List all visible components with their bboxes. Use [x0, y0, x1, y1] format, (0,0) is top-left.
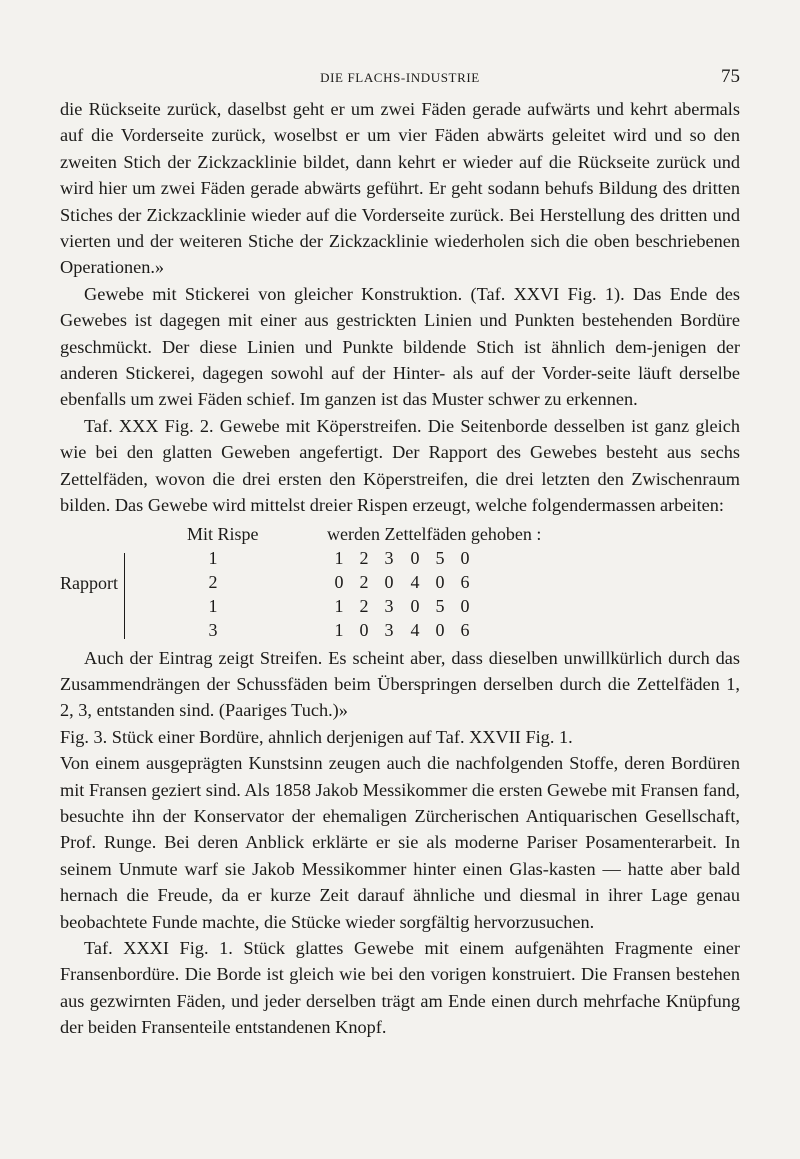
rapport-value-cell: 3: [384, 595, 394, 616]
rapport-value-cell: 0: [460, 595, 470, 616]
paragraph-fig3: Fig. 3. Stück einer Bordüre, ahnlich derjenigen auf Taf. XXVII Fig. 1.: [60, 726, 573, 747]
rapport-row: [60, 593, 740, 617]
rapport-rispe-cell: 1: [208, 547, 218, 568]
rapport-value-cell: 4: [410, 619, 420, 640]
paragraph-fransen: Von einem ausgeprägten Kunstsinn zeugen auch die nachfolgenden Stoffe, deren Bordüren mit Fransen geziert sind. Als 1858 Jakob Messikommer die ersten Gewebe mit Fransen fand, besuchte ihn der Konservator der ehemaligen Zürcherischen Antiquarischen Gesellschaft, Prof. Runge. Bei deren Anblick erklärte er sie als moderne Pariser Posamenterarbeit. In seinem Unmute warf sie Jakob Messikommer hinter einen Glas-kasten — hatte aber bald hernach die Freude, da er kurze Zeit darauf ähnliche und diesmal in ihrer Lage genau beobachtete Funde machte, die Stücke wieder sorgfältig hervorzusuchen.: [60, 753, 740, 932]
page-number: 75: [721, 66, 740, 87]
rapport-side-label: Rapport: [60, 572, 118, 593]
rapport-value-cell: 5: [435, 595, 445, 616]
rapport-value-cell: 0: [359, 619, 369, 640]
rapport-col-header-rispe: Mit Rispe: [187, 523, 259, 544]
rapport-rispe-cell: 2: [208, 571, 218, 592]
rapport-table: [60, 521, 740, 645]
rapport-col-header-zettelfaeden: werden Zettelfäden gehoben :: [327, 523, 542, 544]
paragraph-taf31: Taf. XXXI Fig. 1. Stück glattes Gewebe mit einem aufgenähten Fragmente einer Fransenbordüre. Die Borde ist gleich wie bei den vorigen konstruiert. Die Fransen bestehen aus gezwirnten Fäden, und jeder derselben trägt am Ende einen durch mehrfache Knüpfung der beiden Fransenteile entstandenen Knopf.: [60, 937, 740, 1038]
rapport-value-cell: 6: [460, 571, 470, 592]
rapport-value-cell: 1: [334, 595, 344, 616]
rapport-value-cell: 0: [410, 547, 420, 568]
rapport-value-cell: 2: [359, 595, 369, 616]
rapport-value-cell: 2: [359, 571, 369, 592]
rapport-rispe-cell: 1: [208, 595, 218, 616]
rapport-value-cell: 2: [359, 547, 369, 568]
paragraph-eintrag: Auch der Eintrag zeigt Streifen. Es scheint aber, dass dieselben unwillkürlich durch das Zusammendrängen der Schussfäden beim Überspringen derselben durch die Zettelfäden 1, 2, 3, entstanden sind. (Paariges Tuch.)»: [60, 647, 740, 721]
rapport-value-cell: 0: [435, 619, 445, 640]
running-head: DIE FLACHS-INDUSTRIE: [320, 70, 480, 85]
rapport-value-cell: 0: [460, 547, 470, 568]
body-text: [60, 96, 740, 1041]
rapport-row: [60, 545, 740, 569]
rapport-value-cell: 4: [410, 571, 420, 592]
rapport-value-cell: 6: [460, 619, 470, 640]
rapport-value-cell: 0: [334, 571, 344, 592]
paragraph-stickerei: Gewebe mit Stickerei von gleicher Konstruktion. (Taf. XXVI Fig. 1). Das Ende des Gewebes ist dagegen mit einer aus gestrickten Linien und Punkten bestehenden Bordüre geschmückt. Der diese Linien und Punkte bildende Stich ist ähnlich dem-jenigen der anderen Stickerei, dagegen sowohl auf der Hinter- als auf der Vorder-seite läuft derselbe ebenfalls um zwei Fäden schief. Im ganzen ist das Muster schwer zu erkennen.: [60, 283, 740, 410]
rapport-value-cell: 0: [435, 571, 445, 592]
rapport-value-cell: 0: [410, 595, 420, 616]
rapport-row: [60, 569, 740, 593]
rapport-rispe-cell: 3: [208, 619, 218, 640]
rapport-row: [60, 617, 740, 641]
rapport-value-cell: 3: [384, 619, 394, 640]
rapport-value-cell: 1: [334, 547, 344, 568]
rapport-value-cell: 0: [384, 571, 394, 592]
page-header: [0, 66, 800, 90]
rapport-value-cell: 3: [384, 547, 394, 568]
paragraph-koeperstreifen: Taf. XXX Fig. 2. Gewebe mit Köperstreifen. Die Seitenborde desselben ist ganz gleich wie bei den glatten Geweben angefertigt. Der Rapport des Gewebes besteht aus sechs Zettelfäden, wovon die drei ersten den Köperstreifen, die drei letzten den Zwischenraum bilden. Das Gewebe wird mittelst dreier Rispen erzeugt, welche folgendermassen arbeiten:: [60, 415, 740, 516]
paragraph-continuation: die Rückseite zurück, daselbst geht er um zwei Fäden gerade aufwärts und kehrt abermals auf die Vorderseite zurück, woselbst er um vier Fäden abwärts geleitet wird und so den zweiten Stich der Zickzacklinie bildet, dann kehrt er wieder auf die Rückseite zurück und wird hier um zwei Fäden gerade abwärts geführt. Er geht sodann behufs Bildung des dritten Stiches der Zickzacklinie wieder auf die Vorderseite zurück. Bei Herstellung des dritten und vierten und der weiteren Stiche der Zickzacklinie wiederholen sich die oben beschriebenen Operationen.»: [60, 99, 740, 278]
rapport-value-cell: 1: [334, 619, 344, 640]
rapport-value-cell: 5: [435, 547, 445, 568]
